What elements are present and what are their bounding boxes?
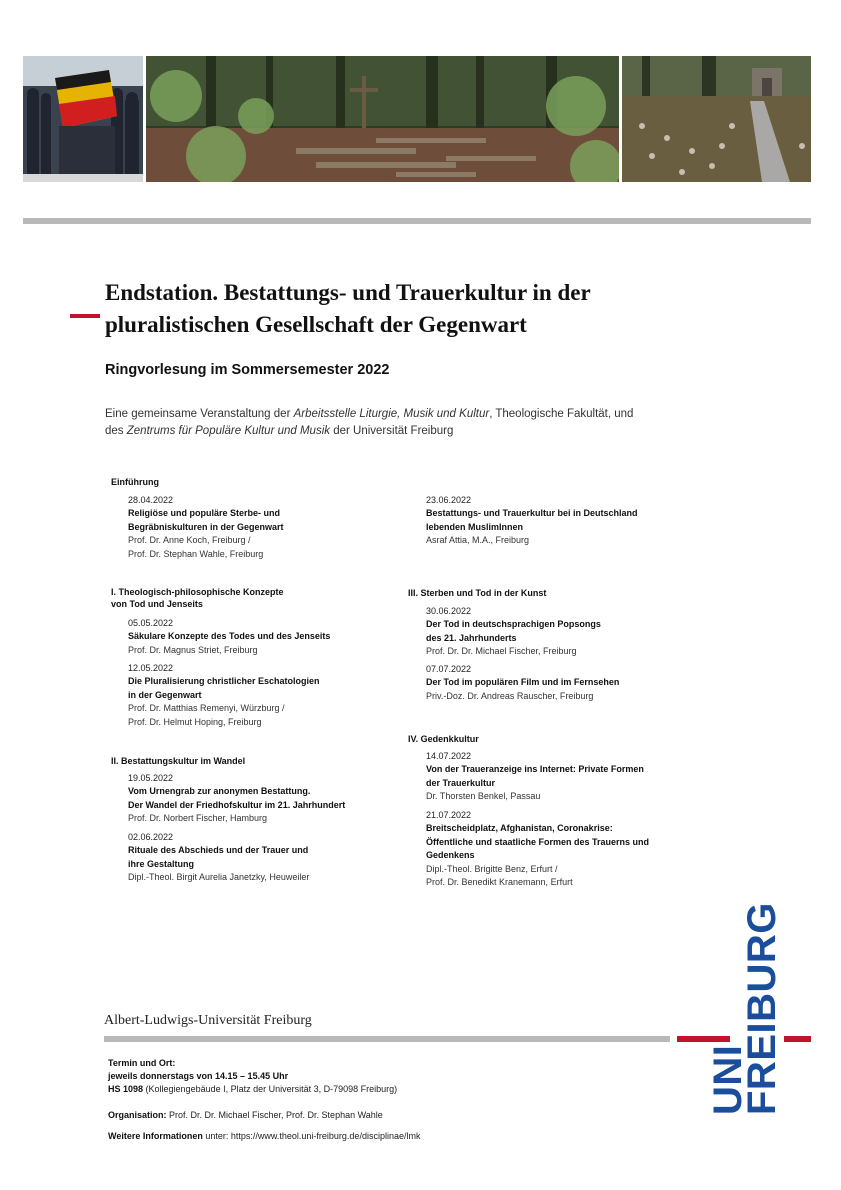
title-accent-mark — [70, 314, 100, 318]
lecture-speaker: Priv.-Doz. Dr. Andreas Rauscher, Freiburg — [426, 690, 594, 701]
section-title-2: II. Bestattungskultur im Wandel — [111, 756, 246, 766]
lecture-date: 05.05.2022 — [128, 618, 174, 628]
lecture-speaker: Dipl.-Theol. Brigitte Benz, Erfurt / Prof. Dr. Benedikt Kranemann, Erfurt — [426, 863, 573, 888]
lecture-topic: Der Tod im populären Film und im Fernsehen — [426, 677, 620, 688]
room-detail: (Kollegiengebäude I, Platz der Universität 3, D-79098 Freiburg) — [143, 1084, 398, 1094]
intro-text: Eine gemeinsame Veranstaltung der Arbeitsstelle Liturgie, Musik und Kultur, Theologische Fakultät, und des Zentrums für Populäre Kultur und Musik der Universität Freiburg — [105, 408, 634, 437]
lecture-topic: Bestattungs- und Trauerkultur bei in Deutschland lebenden MuslimInnen — [426, 508, 638, 532]
logo-word-uni: UNI — [706, 1044, 750, 1115]
title-line-2: pluralistischen Gesellschaft der Gegenwart — [105, 312, 527, 337]
lecture-date: 23.06.2022 — [426, 495, 472, 505]
lecture-entry — [128, 494, 284, 561]
logo-word-freiburg: FREIBURG — [740, 902, 784, 1115]
lecture-date: 02.06.2022 — [128, 832, 174, 842]
organisation-line: Organisation: Prof. Dr. Dr. Michael Fischer, Prof. Dr. Stephan Wahle — [108, 1110, 383, 1120]
lecture-date: 21.07.2022 — [426, 810, 472, 820]
termin-block — [108, 1057, 397, 1096]
termin-time: jeweils donnerstags von 14.15 – 15.45 Uhr — [108, 1071, 289, 1081]
lecture-topic: Rituale des Abschieds und der Trauer und ihre Gestaltung — [128, 845, 309, 869]
lecture-speaker: Prof. Dr. Norbert Fischer, Hamburg — [128, 813, 268, 824]
lecture-speaker: Asraf Attia, M.A., Freiburg — [426, 535, 530, 546]
lecture-entry — [426, 750, 644, 804]
info-url: unter: https://www.theol.uni-freiburg.de/disciplinae/lmk — [202, 1131, 421, 1141]
header-photo-funeral-procession — [23, 56, 143, 182]
lecture-topic: Säkulare Konzepte des Todes und des Jenseits — [128, 631, 331, 642]
header-photo-forest-chapel — [146, 56, 619, 182]
info-line: Weitere Informationen unter: https://www.theol.uni-freiburg.de/disciplinae/lmk — [108, 1131, 421, 1141]
section-title-3: III. Sterben und Tod in der Kunst — [408, 588, 547, 598]
lecture-date: 30.06.2022 — [426, 606, 472, 616]
lecture-speaker: Prof. Dr. Magnus Striet, Freiburg — [128, 644, 258, 655]
lecture-date: 14.07.2022 — [426, 751, 472, 761]
lecture-speaker: Dr. Thorsten Benkel, Passau — [426, 791, 541, 802]
page-subtitle: Ringvorlesung im Sommersemester 2022 — [105, 362, 390, 378]
lecture-entry — [128, 831, 309, 885]
section-title-einfuehrung: Einführung — [111, 477, 159, 487]
lecture-topic: Von der Traueranzeige ins Internet: Private Formen der Trauerkultur — [426, 764, 644, 788]
lecture-date: 12.05.2022 — [128, 663, 174, 673]
header-photo-cemetery-path — [622, 56, 811, 182]
lecture-topic: Der Tod in deutschsprachigen Popsongs des 21. Jahrhunderts — [426, 619, 601, 643]
lecture-date: 07.07.2022 — [426, 664, 472, 674]
page-title — [105, 277, 745, 341]
logo-red-bar-left — [677, 1036, 730, 1042]
termin-label: Termin und Ort: — [108, 1058, 176, 1068]
lecture-speaker: Prof. Dr. Dr. Michael Fischer, Freiburg — [426, 646, 577, 657]
lecture-speaker: Prof. Dr. Anne Koch, Freiburg / Prof. Dr. Stephan Wahle, Freiburg — [128, 535, 264, 559]
bottom-divider — [104, 1036, 670, 1042]
lecture-topic: Vom Urnengrab zur anonymen Bestattung. Der Wandel der Friedhofskultur im 21. Jahrhundert — [128, 786, 346, 810]
lecture-topic: Die Pluralisierung christlicher Eschatologien in der Gegenwart — [128, 676, 320, 700]
lecture-topic: Religiöse und populäre Sterbe- und Begräbniskulturen in der Gegenwart — [128, 508, 284, 532]
lecture-date: 28.04.2022 — [128, 495, 174, 505]
section-title-1: I. Theologisch-philosophische Konzepte von Tod und Jenseits — [111, 587, 284, 609]
section-title-4: IV. Gedenkkultur — [408, 734, 479, 744]
logo-red-bar-right — [784, 1036, 811, 1042]
lecture-entry — [128, 617, 330, 657]
lecture-entry — [128, 772, 345, 826]
lecture-speaker: Prof. Dr. Matthias Remenyi, Würzburg / Prof. Dr. Helmut Hoping, Freiburg — [128, 703, 285, 727]
lecture-entry — [426, 605, 601, 659]
lecture-entry — [426, 809, 649, 889]
lecture-entry — [426, 494, 638, 548]
lecture-date: 19.05.2022 — [128, 773, 174, 783]
lecture-entry — [128, 662, 320, 729]
lecture-entry — [426, 663, 619, 703]
university-name: Albert-Ludwigs-Universität Freiburg — [104, 1013, 312, 1028]
lecture-speaker: Dipl.-Theol. Birgit Aurelia Janetzky, Heuweiler — [128, 872, 310, 883]
room-number: HS 1098 — [108, 1084, 144, 1094]
top-divider — [23, 218, 811, 224]
lecture-topic: Breitscheidplatz, Afghanistan, Coronakrise: Öffentliche und staatliche Formen des Trauerns und Gedenkens — [426, 823, 650, 861]
title-line-1: Endstation. Bestattungs- und Trauerkultur in der — [105, 280, 591, 305]
